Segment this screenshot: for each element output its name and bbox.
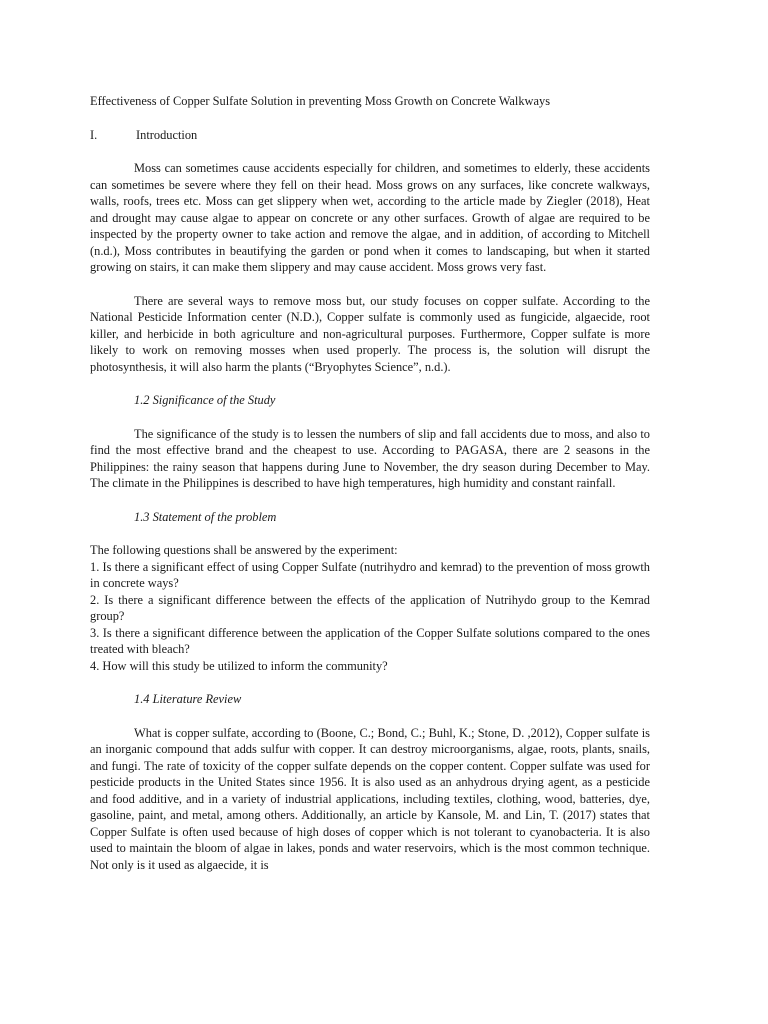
significance-paragraph: The significance of the study is to lessen the numbers of slip and fall accidents due to moss, and also to find the most effective brand and the cheapest to use. According to PAGASA, there are 2 seasons in the Philippines: the rainy season that happens during June to November, the dry season during December to May. The climate in the Philippines is described to have high temperatures, high humidity and constant rainfall. <box>90 426 650 490</box>
introduction-paragraph-1: Moss can sometimes cause accidents especially for children, and sometimes to elderly, these accidents can sometimes be severe where they fell on their head. Moss grows on any surfaces, like concrete walkways, walls, roofs, trees etc. Moss can get slippery when wet, according to the article made by Ziegler (2018), Heat and drought may cause algae to appear on concrete or any other surfaces. Growth of algae are required to be inspected by the property owner to take action and remove the algae, and in addition, of according to Mitchell (n.d.), Moss contributes in beautifying the garden or pond when it comes to landscaping, but when it started growing on stairs, it can make them slippery and may cause accident. Moss grows very fast. <box>90 161 650 274</box>
problem-statement-heading: 1.3 Statement of the problem <box>134 509 277 524</box>
literature-review-paragraph: What is copper sulfate, according to (Boone, C.; Bond, C.; Buhl, K.; Stone, D. ,2012), Copper sulfate is an inorganic compound that adds sulfur with copper. It can destroy microorganisms, algae, roots, plants, snails, and fungi. The rate of toxicity of the copper sulfate depends on the copper content. Copper sulfate was used for pesticide products in the United States since 1956. It is also used as an anhydrous drying agent, as a pesticide and food additive, and in a variety of industrial applications, including textiles, clothing, wood, batteries, dye, gasoline, paint, and metal, among others. Additionally, an article by Kansole, M. and Lin, T. (2017) states that Copper Sulfate is often used because of high doses of copper which is not tolerant to cyanobacteria. It is also used to maintain the bloom of algae in lakes, ponds and water reservoirs, which is the most common technique. Not only is it used as algaecide, it is <box>90 725 650 872</box>
document-title: Effectiveness of Copper Sulfate Solution in preventing Moss Growth on Concrete Walkways <box>90 94 551 108</box>
document-page <box>90 93 650 873</box>
literature-review-heading: 1.4 Literature Review <box>134 692 242 706</box>
section-title: Introduction <box>136 127 198 142</box>
section-heading-introduction <box>90 127 650 144</box>
list-item: 2. Is there a significant difference between the effects of the application of Nutrihydo group to the Kemrad group? <box>90 592 650 623</box>
section-number: I. <box>90 127 98 142</box>
problem-questions-list <box>90 559 650 675</box>
significance-heading: 1.2 Significance of the Study <box>134 393 276 407</box>
problem-statement-intro: The following questions shall be answered by the experiment: <box>90 543 398 557</box>
list-item: 3. Is there a significant difference between the application of the Copper Sulfate solutions compared to the ones treated with bleach? <box>90 625 650 656</box>
list-item: 1. Is there a significant effect of using Copper Sulfate (nutrihydro and kemrad) to the prevention of moss growth in concrete ways? <box>90 559 650 590</box>
list-item: 4. How will this study be utilized to inform the community? <box>90 658 388 673</box>
introduction-paragraph-2: There are several ways to remove moss but, our study focuses on copper sulfate. According to the National Pesticide Information center (N.D.), Copper sulfate is commonly used as fungicide, algaecide, root killer, and herbicide in both agriculture and non-agricultural purposes. Furthermore, Copper sulfate is more likely to work on removing mosses when used properly. The process is, the solution will disrupt the photosynthesis, it will also harm the plants (“Bryophytes Science”, n.d.). <box>90 293 650 374</box>
